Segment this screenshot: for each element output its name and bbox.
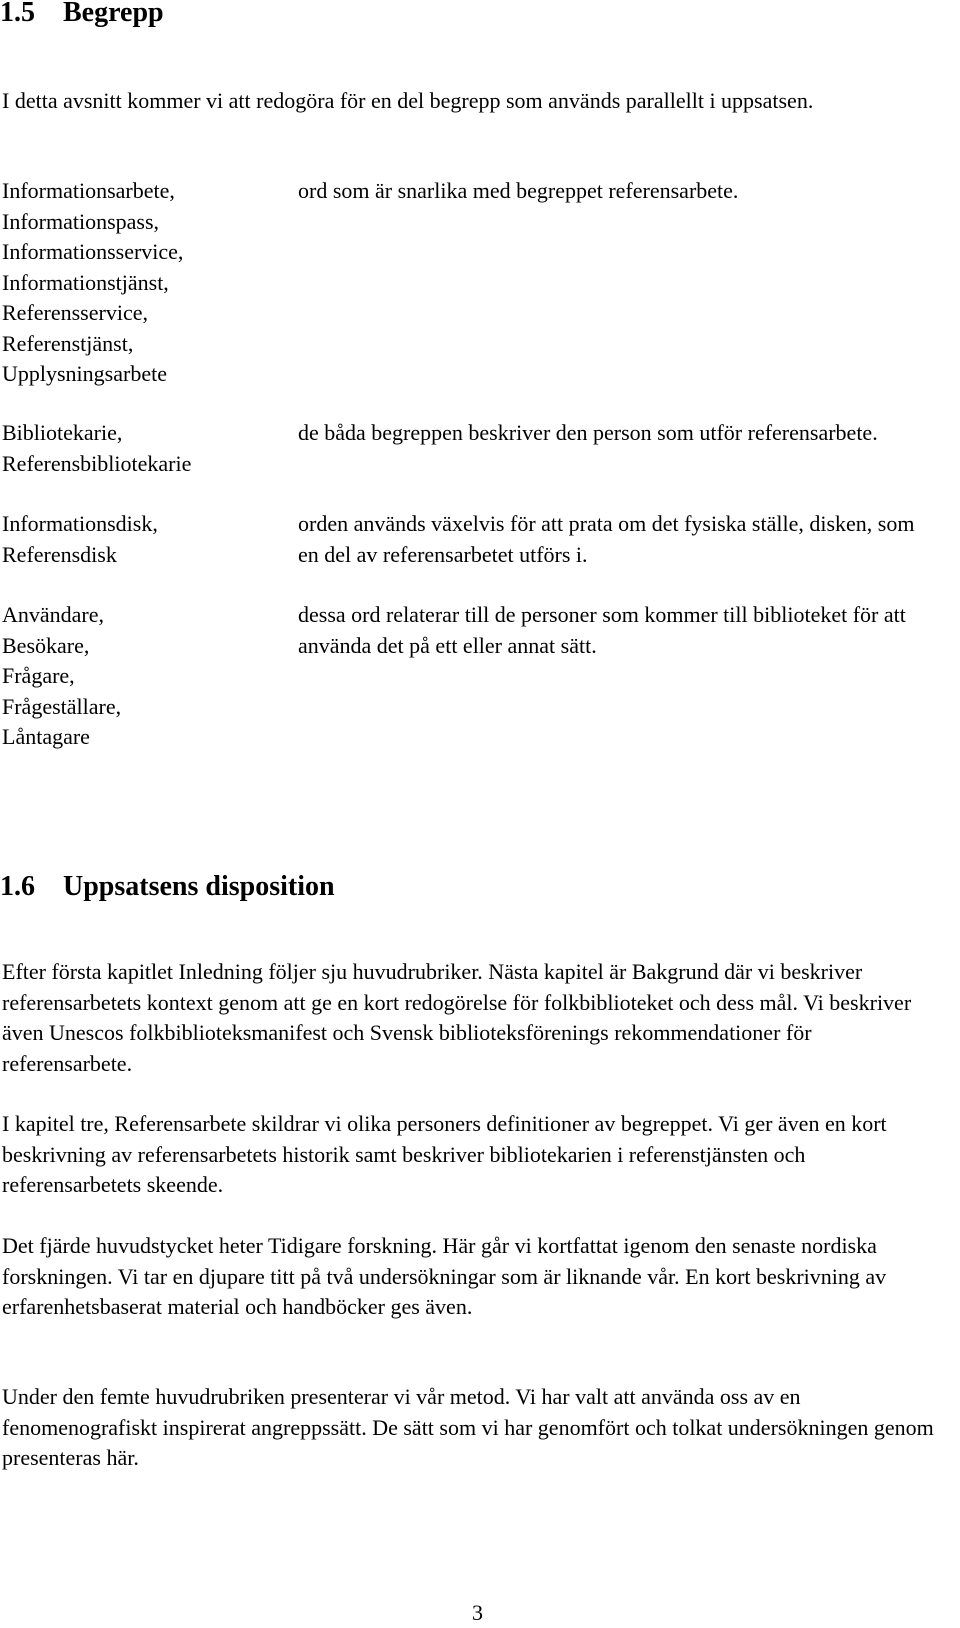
body-paragraph: Under den femte huvudrubriken presenterar vi vår metod. Vi har valt att använda oss av en fenomenografiskt inspirerat angreppssätt. De sätt som vi har genomfört och tolkat undersökningen genom presenteras här. xyxy=(2,1384,934,1470)
body-paragraph: I kapitel tre, Referensarbete skildrar vi olika personers definitioner av begreppet. Vi ger även en kort beskrivning av referensarbetets historik samt beskriver bibliotekarien i referenstjänsten och referensarbetets skeende. xyxy=(2,1111,887,1197)
term: Informationsarbete, xyxy=(2,178,175,203)
definition-terms xyxy=(2,418,272,479)
definition-description: de båda begreppen beskriver den person som utför referensarbete. xyxy=(298,420,878,445)
definition-terms xyxy=(2,600,272,753)
term: Frågare, xyxy=(2,663,75,688)
section-title: Uppsatsens disposition xyxy=(63,871,335,902)
term: Informationstjänst, xyxy=(2,269,169,295)
intro-paragraph: I detta avsnitt kommer vi att redogöra för en del begrepp som används parallellt i uppsatsen. xyxy=(2,88,814,113)
section-heading-disposition xyxy=(0,872,335,902)
term: Upplysningsarbete xyxy=(2,361,167,386)
term: Användare, xyxy=(2,602,105,627)
section-number: 1.5 xyxy=(0,0,35,28)
definition-description: orden används växelvis för att prata om det fysiska ställe, disken, som en del av referensarbetet utförs i. xyxy=(298,511,915,567)
term: Låntagare xyxy=(2,724,90,749)
term: Referensdisk xyxy=(2,541,117,567)
term: Referensbibliotekarie xyxy=(2,450,192,476)
page-number: 3 xyxy=(472,1600,483,1625)
definition-description: dessa ord relaterar till de personer som kommer till biblioteket för att använda det på ett eller annat sätt. xyxy=(298,602,906,658)
section-heading-begrepp xyxy=(0,0,164,28)
term: Informationsdisk, xyxy=(2,511,158,536)
term: Frågeställare, xyxy=(2,693,122,719)
term: Bibliotekarie, xyxy=(2,420,123,445)
body-paragraph: Det fjärde huvudstycket heter Tidigare forskning. Här går vi kortfattat igenom den senaste nordiska forskningen. Vi tar en djupare titt på två undersökningar som är liknande vår. En kort beskrivning av erfarenhetsbaserat material och handböcker ges även. xyxy=(2,1233,887,1319)
term: Referensservice, xyxy=(2,300,148,325)
definition-description: ord som är snarlika med begreppet referensarbete. xyxy=(298,178,739,203)
term: Informationspass, xyxy=(2,208,160,234)
body-paragraph: Efter första kapitlet Inledning följer sju huvudrubriker. Nästa kapitel är Bakgrund där vi beskriver referensarbetets kontext genom att ge en kort redogörelse för folkbiblioteket och dess mål. Vi beskriver även Unescos folkbiblioteksmanifest och Svensk biblioteksförenings rekommendationer för referensarbete. xyxy=(2,959,912,1076)
definition-terms xyxy=(2,509,272,570)
term: Besökare, xyxy=(2,632,90,658)
term: Informationsservice, xyxy=(2,239,184,264)
term: Referenstjänst, xyxy=(2,330,134,356)
section-number: 1.6 xyxy=(0,871,35,902)
definition-terms xyxy=(2,176,272,390)
section-title: Begrepp xyxy=(63,0,164,28)
